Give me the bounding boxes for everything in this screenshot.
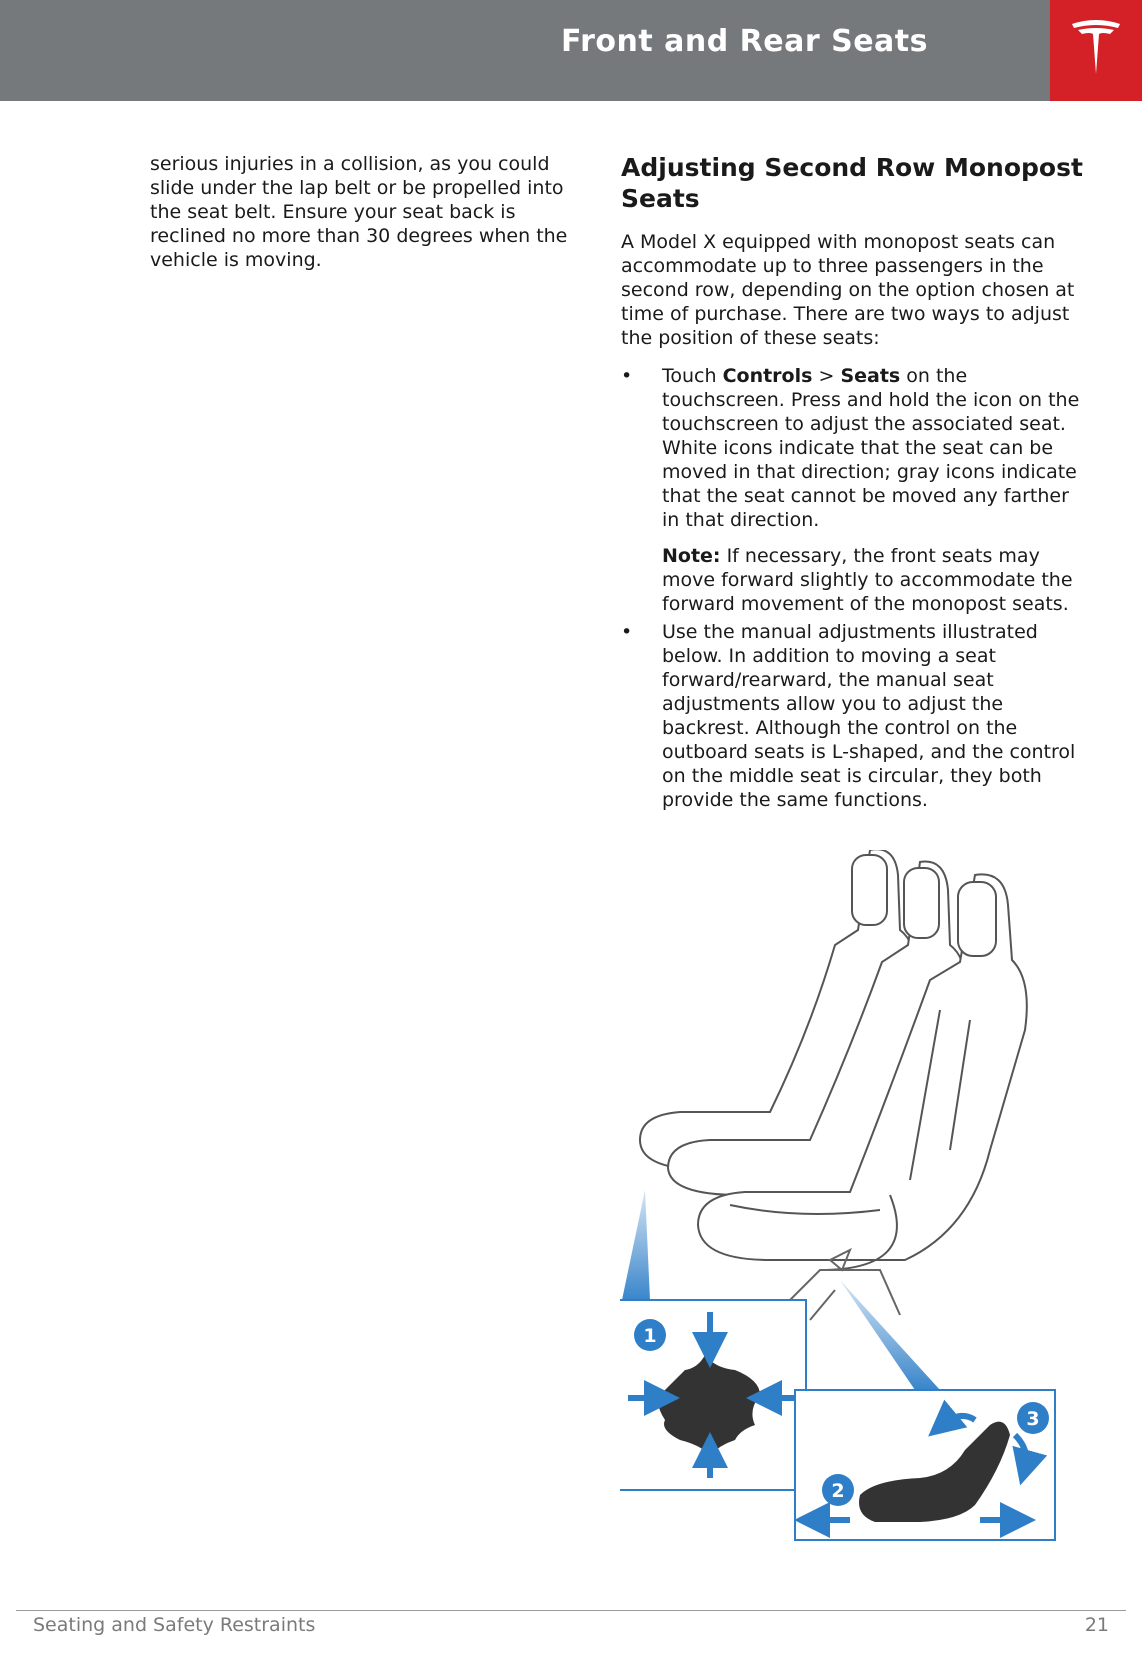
brand-logo-box	[1050, 0, 1142, 101]
section-heading: Adjusting Second Row Monopost Seats	[621, 153, 1083, 213]
monopost-seat-illustration	[620, 850, 1090, 1590]
bullet-mark: •	[621, 621, 633, 643]
seat-diagram	[620, 850, 1090, 1590]
header-bar	[0, 0, 1050, 101]
adjustment-list	[621, 364, 1091, 812]
page-number: 21	[1084, 1614, 1109, 1636]
intro-paragraph: A Model X equipped with monopost seats can accommodate up to three passengers in the second row, depending on the option chosen at time of purchase. There are two ways to adjust the position of these seats:	[621, 231, 1075, 349]
bullet-mark: •	[621, 365, 633, 387]
footer-divider	[16, 1610, 1126, 1611]
left-column	[150, 152, 580, 272]
note-paragraph: Note: If necessary, the front seats may move forward slightly to accommodate the forward movement of the monopost seats.	[662, 545, 1073, 615]
page-title: Front and Rear Seats	[561, 24, 928, 59]
pointer-beam	[840, 1280, 940, 1390]
svg-text:3: 3	[1026, 1408, 1040, 1430]
svg-text:2: 2	[831, 1480, 845, 1502]
continued-paragraph: serious injuries in a collision, as you could slide under the lap belt or be propelled into the seat belt. Ensure your seat back is reclined no more than 30 degrees when the vehicle is moving.	[150, 153, 568, 271]
footer-section-title: Seating and Safety Restraints	[33, 1614, 316, 1636]
list-item: • Use the manual adjustments illustrated below. In addition to moving a seat forward/rearward, the manual seat adjustments allow you to adjust the backrest. Although the control on the outboard seats is L-shaped, and the control on the middle seat is circular, they both provide the same functions.	[621, 621, 1076, 811]
pointer-beam	[622, 1190, 650, 1300]
controls-label: Controls	[722, 365, 813, 387]
svg-text:1: 1	[643, 1325, 657, 1347]
right-column	[621, 152, 1091, 816]
tesla-logo-icon	[1070, 16, 1122, 76]
list-item: • Touch Controls > Seats on the touchscreen. Press and hold the icon on the touchscreen to adjust the associated seat. White icons indicate that the seat can be moved in that direction; gray icons indicate that the seat cannot be moved any farther in that direction. Note: If necessary, the front seats may move forward slightly to accommodate the forward movement of the monopost seats.	[621, 364, 1091, 616]
seats-label: Seats	[840, 365, 901, 387]
